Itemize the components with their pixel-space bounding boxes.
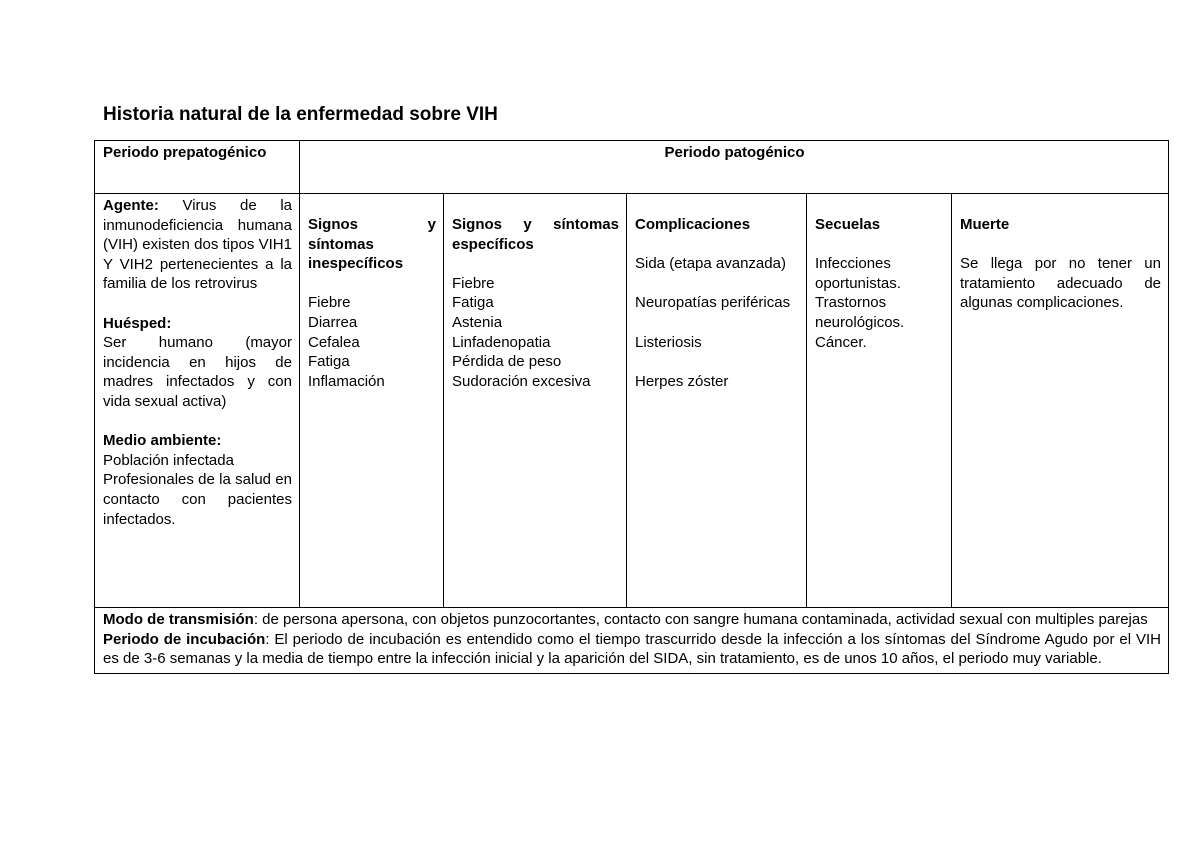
list-item: Fatiga — [308, 353, 350, 371]
natural-history-table — [94, 140, 1169, 674]
content-row — [95, 194, 1169, 608]
especificos-heading: Signos y síntomas específicos — [452, 216, 619, 253]
incubacion-label: Periodo de incubación — [103, 630, 266, 648]
incubacion-block — [103, 630, 1161, 669]
muerte-text: Se llega por no tener un tratamiento adecuado de algunas complicaciones. — [960, 255, 1161, 312]
list-item: Trastornos neurológicos. — [815, 294, 905, 331]
muerte-heading: Muerte — [960, 216, 1010, 233]
list-item: Diarrea — [308, 313, 358, 331]
complicaciones-heading: Complicaciones — [635, 216, 751, 233]
transmission-incubation-cell — [95, 608, 1169, 674]
list-item: Herpes zóster — [635, 372, 729, 390]
list-item: Inflamación — [308, 372, 385, 390]
incubacion-text: : El periodo de incubación es entendido como el tiempo trascurrido desde la infección a los síntomas del Síndrome Agudo por el VIH es de 3-6 semanas y la media de tiempo entre la infección inicial y la aparición del SIDA, sin tratamiento, es de unos 10 años, el periodo muy variable. — [103, 630, 1161, 668]
transmision-block — [103, 610, 1161, 630]
header-patogenico: Periodo patogénico — [300, 141, 1169, 194]
huesped-label: Huésped: — [103, 314, 172, 332]
complicaciones-cell — [627, 194, 807, 608]
agente-text: Virus de la inmunodeficiencia humana (VIH) existen dos tipos VIH1 Y VIH2 pertenecientes a la familia de los retrovirus — [103, 197, 292, 293]
header-row — [95, 141, 1169, 194]
inespecificos-cell — [300, 194, 444, 608]
prepatogenico-cell — [95, 194, 300, 608]
list-item: Linfadenopatia — [452, 333, 551, 351]
especificos-cell — [444, 194, 627, 608]
list-item: Sudoración excesiva — [452, 372, 591, 390]
inespecificos-heading: Signos y síntomas inespecíficos — [308, 216, 436, 273]
agente-label: Agente: — [103, 197, 159, 214]
muerte-cell — [952, 194, 1169, 608]
list-item: Sida (etapa avanzada) — [635, 255, 786, 273]
medio-line-2: Profesionales de la salud en contacto con pacientes infectados. — [103, 471, 292, 528]
agente-block — [103, 196, 292, 294]
list-item: Fiebre — [452, 274, 495, 292]
list-item: Pérdida de peso — [452, 353, 562, 371]
list-item: Infecciones oportunistas. — [815, 255, 901, 292]
transmision-text: : de persona apersona, con objetos punzocortantes, contacto con sangre humana contaminada, actividad sexual con multiples parejas — [253, 611, 1148, 628]
list-item: Fatiga — [452, 294, 494, 312]
transmision-label: Modo de transmisión — [103, 611, 254, 628]
secuelas-cell — [807, 194, 952, 608]
footer-row — [95, 608, 1169, 674]
list-item: Listeriosis — [635, 333, 702, 351]
list-item: Fiebre — [308, 294, 351, 312]
list-item: Astenia — [452, 313, 503, 331]
secuelas-heading: Secuelas — [815, 216, 881, 233]
header-prepatogenico: Periodo prepatogénico — [95, 141, 300, 194]
list-item: Cefalea — [308, 333, 360, 351]
huesped-text: Ser humano (mayor incidencia en hijos de madres infectados y con vida sexual activa) — [103, 334, 292, 410]
page-title: Historia natural de la enfermedad sobre VIH — [103, 104, 498, 125]
list-item: Neuropatías periféricas — [635, 294, 791, 312]
medio-line-1: Población infectada — [103, 451, 234, 469]
list-item: Cáncer. — [815, 333, 867, 351]
medio-label: Medio ambiente: — [103, 432, 222, 450]
